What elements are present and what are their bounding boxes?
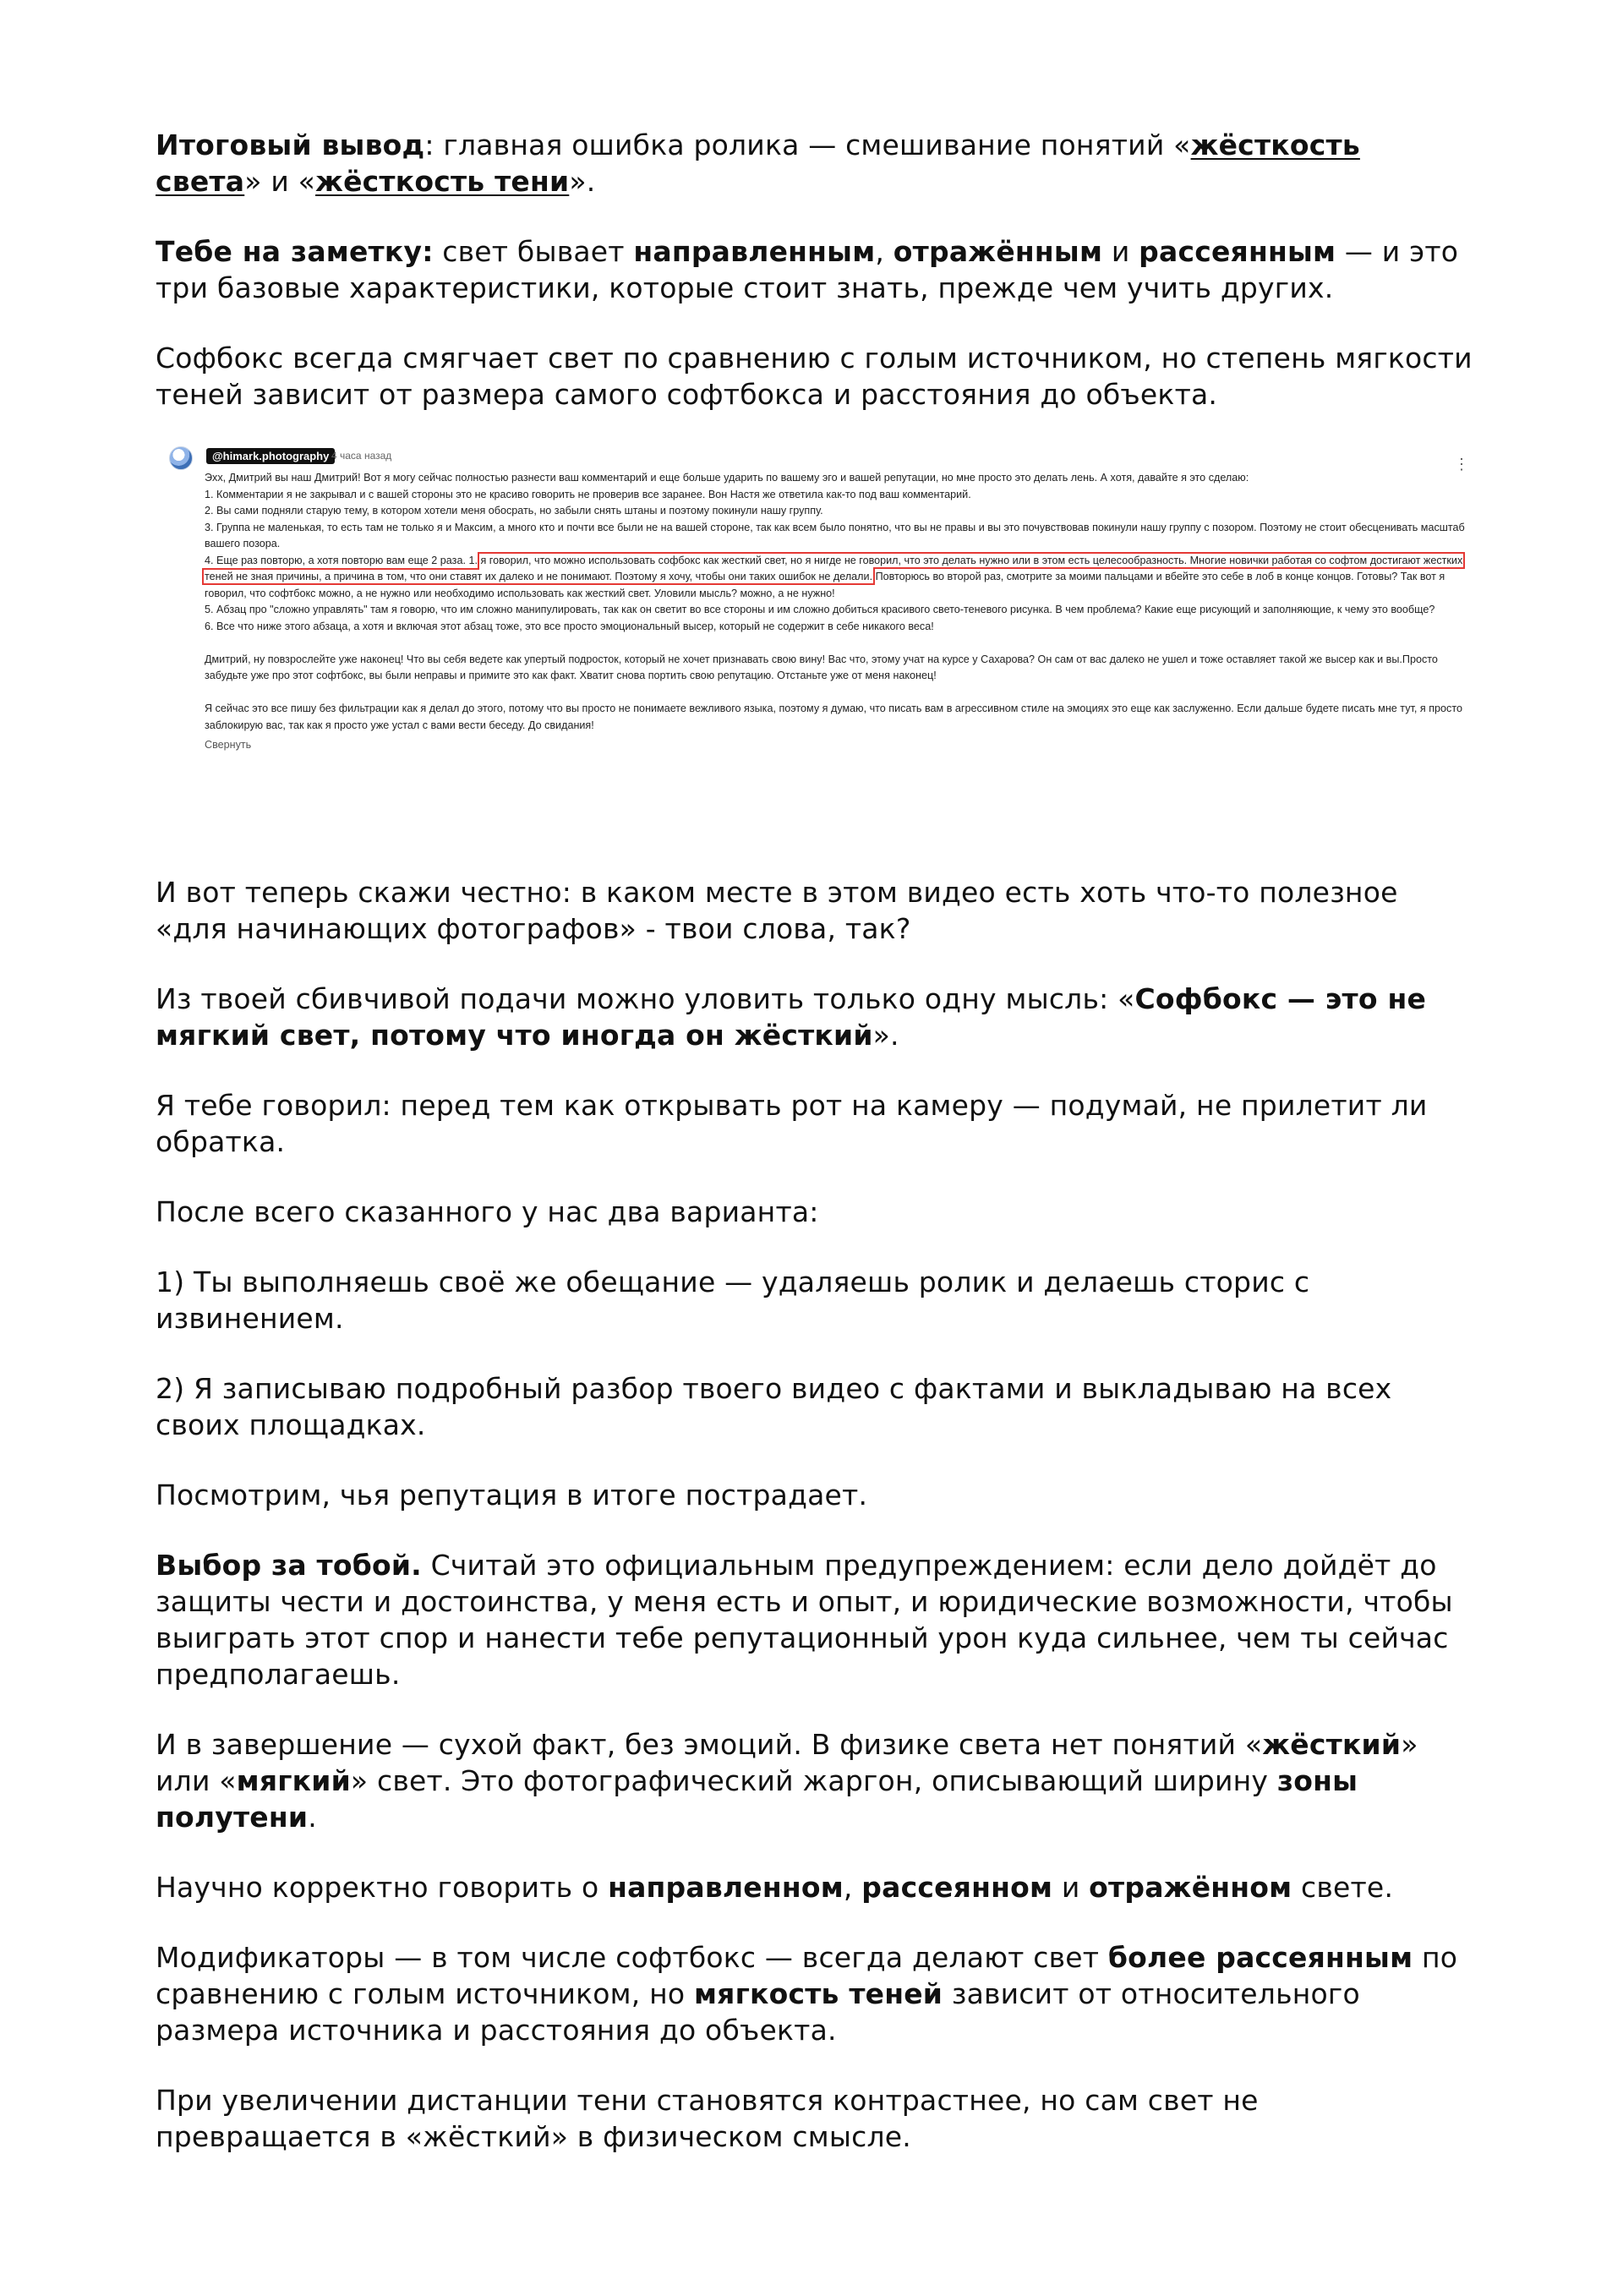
highlighted-quote: я говорил, что можно использовать софбокс как жесткий свет, но я нигде не говорил, что это делать нужно или в этом есть целесообразность. Многие новички работая со софтом достигают жестких теней не зная причины, а причина в том, что они ставят их далеко и не понимают. Поэтому я хочу, чтобы они таких ошибок не делали. bbox=[205, 554, 1463, 582]
comment-line: Дмитрий, ну повзрослейте уже наконец! Что вы себя ведете как упертый подросток, который не хочет признавать свою вину! Вас что, этому учат на курсе у Сахарова? Он сам от вас далеко не ушел и тоже оставляет такой же высер как и вы.Просто забудьте уже про этот софтбокс, вы были неправы и примите это как факт. Хватит снова портить свою репутацию. Отстаньте уже от меня наконец! bbox=[205, 653, 1438, 681]
comment-screenshot bbox=[162, 446, 1481, 834]
comment-line: Эхх, Дмитрий вы наш Дмитрий! Вот я могу сейчас полностью разнести ваш комментарий и еще больше ударить по вашему эго и вашей репутации, но мне просто это делать лень. А хотя, давайте я это сделаю: bbox=[205, 472, 1249, 484]
comment-line: Я сейчас это все пишу без фильтрации как я делал до этого, потому что вы просто не понимаете вежливого языка, поэтому я думаю, что писать вам в агрессивном стиле на эмоциях это еще как заслуженно. Если дальше будете писать мне тут, я просто заблокирую вас, так как я просто уже устал с вами вести беседу. До свидания! bbox=[205, 702, 1462, 731]
comment-line: 2. Вы сами подняли старую тему, в котором хотели меня обосрать, но забыли снять штаны и поэтому покинули нашу группу. bbox=[205, 505, 823, 517]
physics-paragraph: И в завершение — сухой факт, без эмоций. В физике света нет понятий «жёсткий» или «мягкий» свет. Это фотографический жаргон, описывающий ширину зоны полутени. bbox=[156, 1728, 1418, 1834]
more-options-icon[interactable]: ⋮ bbox=[1454, 456, 1469, 473]
correct-terms-paragraph: Научно корректно говорить о направленном, рассеянном и отражённом свете. bbox=[156, 1871, 1394, 1904]
options-intro: После всего сказанного у нас два варианта: bbox=[156, 1195, 819, 1228]
term-shadow-hardness: жёсткость тени bbox=[315, 165, 570, 198]
conclusion-paragraph: Итоговый вывод: главная ошибка ролика — смешивание понятий «жёсткость света» и «жёсткость тени». bbox=[156, 128, 1360, 198]
comment-line: 1. Комментарии я не закрывал и с вашей стороны это не красиво говорить не проверив все заранее. Вон Настя же ответила как-то под ваш комментарий. bbox=[205, 488, 971, 500]
thought-paragraph: Из твоей сбивчивой подачи можно уловить только одну мысль: «Софбокс — это не мягкий свет, потому что иногда он жёсткий». bbox=[156, 982, 1427, 1052]
comment-author-handle[interactable]: @himark.photography bbox=[206, 448, 335, 464]
term-light-hardness: жёсткость света bbox=[156, 128, 1360, 198]
document-page bbox=[156, 127, 1474, 2189]
softbox-paragraph: Софбокс всегда смягчает свет по сравнению с голым источником, но степень мягкости теней зависит от размера самого софтбокса и расстояния до объекта. bbox=[156, 342, 1473, 411]
distance-paragraph: При увеличении дистанции тени становятся контрастнее, но сам свет не превращается в «жёсткий» в физическом смысле. bbox=[156, 2084, 1259, 2153]
option-1: 1) Ты выполняешь своё же обещание — удаляешь ролик и делаешь сторис с извинением. bbox=[156, 1266, 1310, 1335]
comment-line: 3. Группа не маленькая, то есть там не только я и Максим, а много кто и почти все были не на вашей стороне, так как всем было понятно, что вы не правы и вы это почувствовав покинули нашу группу с позором. Поэтому не стоит обесценивать масштаб вашего позора. bbox=[205, 521, 1465, 549]
comment-timestamp: 4 часа назад bbox=[331, 450, 392, 462]
warning-paragraph: Я тебе говорил: перед тем как открывать рот на камеру — подумай, не прилетит ли обратка. bbox=[156, 1089, 1428, 1158]
collapse-link[interactable]: Свернуть bbox=[205, 739, 252, 751]
modifiers-paragraph: Модификаторы — в том числе софтбокс — всегда делают свет более рассеянным по сравнению с голым источником, но мягкость теней зависит от относительного размера источника и расстояния до объекта. bbox=[156, 1941, 1458, 2047]
comment-line: 4. Еще раз повторю, а хотя повторю вам еще 2 раза. 1. я говорил, что можно использовать софбокс как жесткий свет, но я нигде не говорил, что это делать нужно или в этом есть целесообразность. Многие новички работая со софтом достигают жестких теней не зная причины, а причина в том, что они ставят их далеко и не понимают. Поэтому я хочу, чтобы они таких ошибок не делали. Повторюсь во второй раз, смотрите за моими пальцами и вбейте это себе в лоб в конце концов. Готовы? Так вот я говорил, что софтбокс можно, а не нужно или необходимо использовать как жесткий свет. Уловили мысль? можно, а не нужно! bbox=[205, 554, 1463, 599]
choice-paragraph: Выбор за тобой. Считай это официальным предупреждением: если дело дойдёт до защиты чести и достоинства, у меня есть и опыт, и юридические возможности, чтобы выиграть этот спор и нанести тебе репутационный урон куда сильнее, чем ты сейчас предполагаешь. bbox=[156, 1549, 1453, 1691]
avatar bbox=[169, 446, 193, 470]
note-paragraph: Тебе на заметку: свет бывает направленным, отражённым и рассеянным — и это три базовые характеристики, которые стоит знать, прежде чем учить других. bbox=[156, 235, 1459, 304]
conclusion-lead: Итоговый вывод bbox=[156, 128, 425, 161]
comment-line: 5. Абзац про "сложно управлять" там я говорю, что им сложно манипулировать, так как он светит во все стороны и им сложно добиться красивого свето-теневого рисунка. В чем проблема? Какие еще рисующий и заполняющие, к чему это вообще? bbox=[205, 604, 1435, 615]
comment-line: 6. Все что ниже этого абзаца, а хотя и включая этот абзац тоже, это все просто эмоциональный высер, который не содержит в себе никакого веса! bbox=[205, 620, 934, 632]
question-paragraph: И вот теперь скажи честно: в каком месте в этом видео есть хоть что-то полезное «для начинающих фотографов» - твои слова, так? bbox=[156, 876, 1398, 945]
reputation-paragraph: Посмотрим, чья репутация в итоге пострадает. bbox=[156, 1479, 868, 1512]
option-2: 2) Я записываю подробный разбор твоего видео с фактами и выкладываю на всех своих площадках. bbox=[156, 1372, 1392, 1441]
comment-body bbox=[205, 470, 1473, 754]
